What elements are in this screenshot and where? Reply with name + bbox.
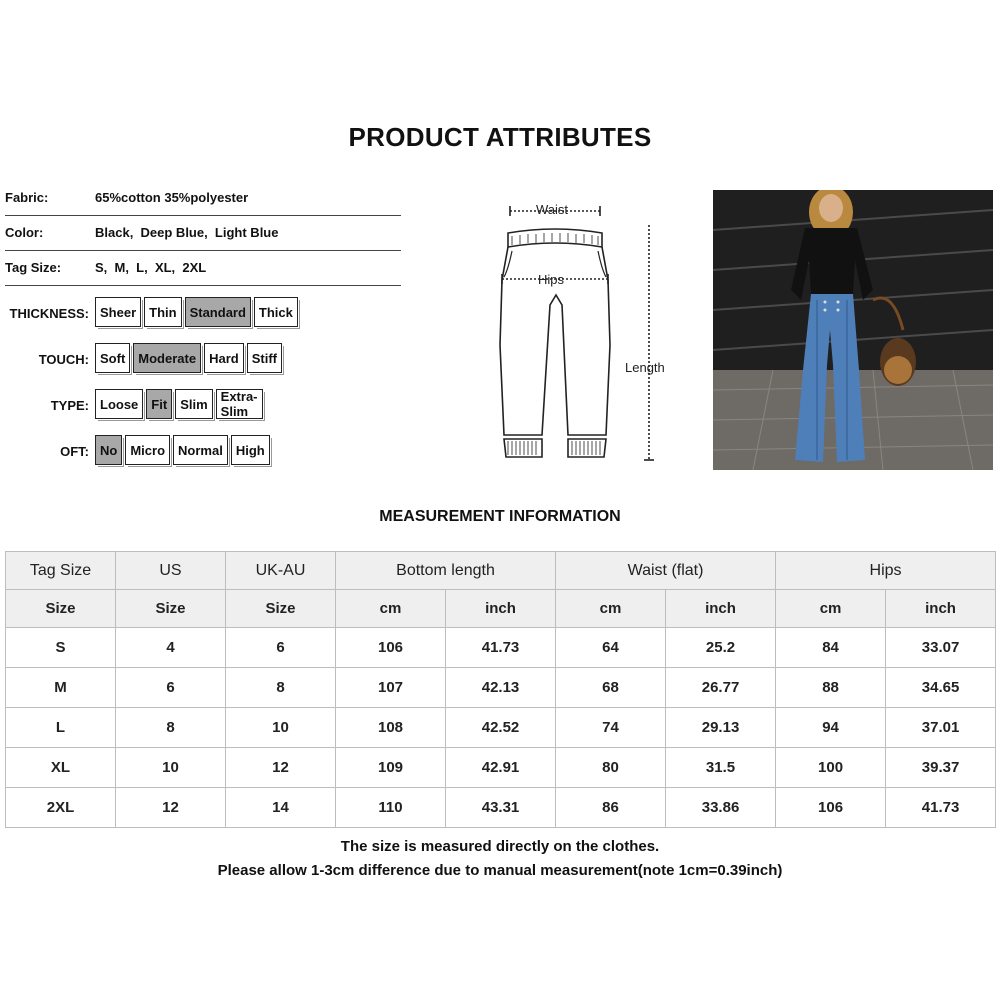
page-title: PRODUCT ATTRIBUTES — [348, 122, 652, 152]
subheader-cell: inch — [666, 590, 776, 628]
table-row — [6, 708, 996, 748]
table-row — [6, 748, 996, 788]
header-us: US — [116, 552, 226, 590]
table-row — [6, 628, 996, 668]
fabric-label: Fabric: — [5, 190, 49, 205]
table-cell: 88 — [776, 668, 886, 708]
measurement-title: MEASUREMENT INFORMATION — [379, 508, 621, 525]
subheader-cell: cm — [336, 590, 446, 628]
table-cell: 29.13 — [666, 708, 776, 748]
table-cell: 31.5 — [666, 748, 776, 788]
touch-option-hard[interactable]: Hard — [204, 343, 244, 373]
table-cell: 86 — [556, 788, 666, 828]
table-cell: 84 — [776, 628, 886, 668]
measurement-note-1: The size is measured directly on the clothes. — [340, 838, 660, 855]
pants-outline-icon — [490, 195, 690, 470]
header-waist-flat: Waist (flat) — [556, 552, 776, 590]
table-cell: 25.2 — [666, 628, 776, 668]
table-cell: 2XL — [6, 788, 116, 828]
thickness-option-thick[interactable]: Thick — [254, 297, 298, 327]
subheader-cell: Size — [226, 590, 336, 628]
length-label: Length — [625, 360, 665, 375]
table-cell: 33.86 — [666, 788, 776, 828]
table-cell: 33.07 — [886, 628, 996, 668]
table-cell: 6 — [116, 668, 226, 708]
table-cell: 68 — [556, 668, 666, 708]
subheader-cell: Size — [6, 590, 116, 628]
table-cell: 41.73 — [886, 788, 996, 828]
touch-option-stiff[interactable]: Stiff — [247, 343, 282, 373]
table-cell: 109 — [336, 748, 446, 788]
type-option-loose[interactable]: Loose — [95, 389, 143, 419]
table-group-header-row — [6, 552, 996, 590]
table-cell: 26.77 — [666, 668, 776, 708]
table-cell: 37.01 — [886, 708, 996, 748]
table-cell: 64 — [556, 628, 666, 668]
oft-option-high[interactable]: High — [231, 435, 270, 465]
table-cell: 107 — [336, 668, 446, 708]
table-cell: 14 — [226, 788, 336, 828]
waist-label: Waist — [536, 202, 569, 217]
measurement-table — [5, 551, 996, 828]
table-cell: 43.31 — [446, 788, 556, 828]
pants-size-diagram — [490, 195, 690, 470]
subheader-cell: cm — [556, 590, 666, 628]
product-photo — [713, 190, 993, 470]
table-cell: 12 — [226, 748, 336, 788]
table-cell: 39.37 — [886, 748, 996, 788]
table-cell: 10 — [226, 708, 336, 748]
table-cell: L — [6, 708, 116, 748]
type-option-fit[interactable]: Fit — [146, 389, 172, 419]
table-cell: 110 — [336, 788, 446, 828]
fabric-value: 65%cotton 35%polyester — [95, 190, 249, 205]
color-row — [5, 215, 401, 251]
color-value: Black, Deep Blue, Light Blue — [95, 225, 279, 240]
hips-label: Hips — [538, 272, 565, 287]
table-cell: 42.52 — [446, 708, 556, 748]
table-cell: 12 — [116, 788, 226, 828]
tag-size-label: Tag Size: — [5, 260, 62, 275]
thickness-option-sheer[interactable]: Sheer — [95, 297, 141, 327]
color-label: Color: — [5, 225, 44, 240]
table-cell: 8 — [116, 708, 226, 748]
type-label: TYPE: — [50, 398, 89, 413]
touch-label: TOUCH: — [38, 352, 89, 367]
oft-label: OFT: — [60, 444, 89, 459]
type-option-slim[interactable]: Slim — [175, 389, 212, 419]
subheader-cell: inch — [886, 590, 996, 628]
table-row — [6, 788, 996, 828]
table-cell: 10 — [116, 748, 226, 788]
table-cell: 6 — [226, 628, 336, 668]
subheader-cell: cm — [776, 590, 886, 628]
touch-option-soft[interactable]: Soft — [95, 343, 130, 373]
table-cell: 106 — [776, 788, 886, 828]
table-cell: S — [6, 628, 116, 668]
oft-option-micro[interactable]: Micro — [125, 435, 170, 465]
header-hips: Hips — [776, 552, 996, 590]
fabric-row — [5, 180, 401, 216]
tag-size-value: S, M, L, XL, 2XL — [95, 260, 207, 275]
header-bottom-length: Bottom length — [336, 552, 556, 590]
oft-option-normal[interactable]: Normal — [173, 435, 228, 465]
thickness-label: THICKNESS: — [9, 306, 89, 321]
oft-option-no[interactable]: No — [95, 435, 122, 465]
table-row — [6, 668, 996, 708]
table-cell: 42.13 — [446, 668, 556, 708]
table-cell: 4 — [116, 628, 226, 668]
table-cell: M — [6, 668, 116, 708]
table-cell: 42.91 — [446, 748, 556, 788]
thickness-option-standard[interactable]: Standard — [185, 297, 251, 327]
measurement-note-2: Please allow 1-3cm difference due to manual measurement(note 1cm=0.39inch) — [217, 862, 783, 879]
table-cell: 34.65 — [886, 668, 996, 708]
table-cell: 8 — [226, 668, 336, 708]
touch-option-moderate[interactable]: Moderate — [133, 343, 201, 373]
model-wearing-jeans-image — [713, 190, 993, 470]
header-tag-size: Tag Size — [6, 552, 116, 590]
table-cell: 80 — [556, 748, 666, 788]
table-cell: 94 — [776, 708, 886, 748]
table-cell: 74 — [556, 708, 666, 748]
header-uk-au: UK-AU — [226, 552, 336, 590]
subheader-cell: Size — [116, 590, 226, 628]
table-cell: 41.73 — [446, 628, 556, 668]
subheader-cell: inch — [446, 590, 556, 628]
tag-size-row — [5, 250, 401, 286]
table-cell: 108 — [336, 708, 446, 748]
table-cell: 106 — [336, 628, 446, 668]
type-option-extra-slim[interactable]: Extra-Slim — [216, 389, 263, 419]
table-cell: XL — [6, 748, 116, 788]
table-cell: 100 — [776, 748, 886, 788]
thickness-option-thin[interactable]: Thin — [144, 297, 181, 327]
table-sub-header-row — [6, 590, 996, 628]
